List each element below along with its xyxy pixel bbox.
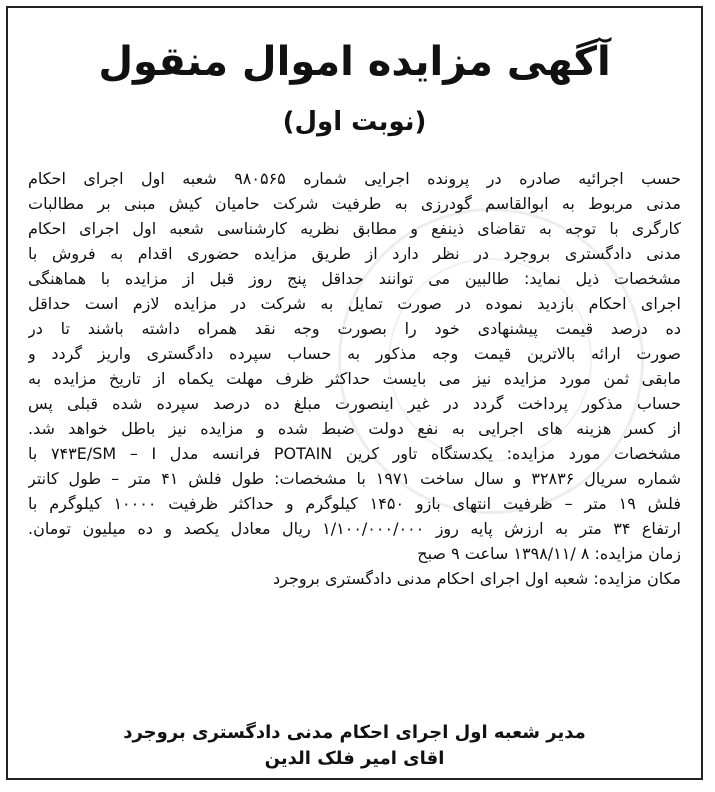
- body-line: ارتفاع ۳۴ متر به ارزش پایه روز ۱/۱۰۰/۰۰۰/۰۰۰ ریال معادل یکصد و ده میلیون تومان.: [28, 519, 681, 538]
- body-line: از کسر هزینه های اجرایی به نفع دولت ضبط شده و مزایده نیز باطل خواهد شد.: [28, 419, 681, 438]
- body-line: مابقی ثمن مورد مزایده نیز می بایست حداکثر ظرف مهلت یکماه از تاریخ مزایده به: [28, 369, 681, 388]
- body-line: فلش ۱۹ متر – ظرفیت انتهای بازو ۱۴۵۰ کیلوگرم و حداکثر ظرفیت ۱۰۰۰۰ کیلوگرم با: [28, 494, 681, 513]
- body-line: مشخصات ذیل نماید: طالبین می توانند حداقل پنج روز قبل از مزایده با هماهنگی: [28, 269, 681, 288]
- body-line: اجرای احکام بازدید نموده در صورت تمایل به شرکت در مزایده لازم است حداقل: [28, 294, 681, 313]
- notice-title: آگهی مزایده اموال منقول: [98, 39, 611, 85]
- body-line: مدنی دادگستری بروجرد در نظر دارد از طریق مزایده حضوری اقدام به فروش با: [28, 244, 681, 263]
- body-line: کارگری با توجه به تقاضای ذینفع و مطابق نظریه کارشناسی شعبه اول اجرای احکام: [28, 219, 681, 238]
- body-line: صورت ارائه بالاترین قیمت وجه مذکور به حساب سپرده دادگستری واریز گردد و: [28, 344, 681, 363]
- notice-subtitle: (نوبت اول): [282, 107, 427, 137]
- body-line: شماره سریال ۳۲۸۳۶ و سال ساخت ۱۹۷۱ با مشخصات: طول فلش ۴۱ متر – طول کانتر: [28, 469, 681, 488]
- auction-time-line: زمان مزایده: ۸ /۱۳۹۸/۱۱ ساعت ۹ صبح: [417, 544, 681, 563]
- signature-title: مدیر شعبه اول اجرای احکام مدنی دادگستری بروجرد: [123, 722, 586, 743]
- body-line: حساب مذکور پرداخت گردد در غیر اینصورت مبلغ ده درصد سپرده شده قبلی پس: [28, 394, 681, 413]
- body-line: مشخصات مورد مزایده: یکدستگاه تاور کرین POTAIN فرانسه مدل ۷۴۳E/SM – I با: [28, 444, 681, 463]
- signature-name: اقای امیر فلک الدین: [264, 748, 445, 769]
- notice-frame: [6, 6, 703, 780]
- body-line: ده درصد قیمت پیشنهادی خود را بصورت وجه نقد همراه داشته باشند تا در: [28, 319, 681, 338]
- body-line: حسب اجرائیه صادره در پرونده اجرایی شماره ۹۸۰۵۶۵ شعبه اول اجرای احکام: [28, 169, 681, 188]
- body-line: مدنی مربوط به ابوالقاسم گودرزی به طرفیت شرکت حامیان کیش مبنی بر مطالبات: [28, 194, 681, 213]
- auction-place-line: مکان مزایده: شعبه اول اجرای احکام مدنی دادگستری بروجرد: [273, 569, 681, 588]
- signature-block: [8, 720, 701, 772]
- notice-body: [28, 166, 681, 591]
